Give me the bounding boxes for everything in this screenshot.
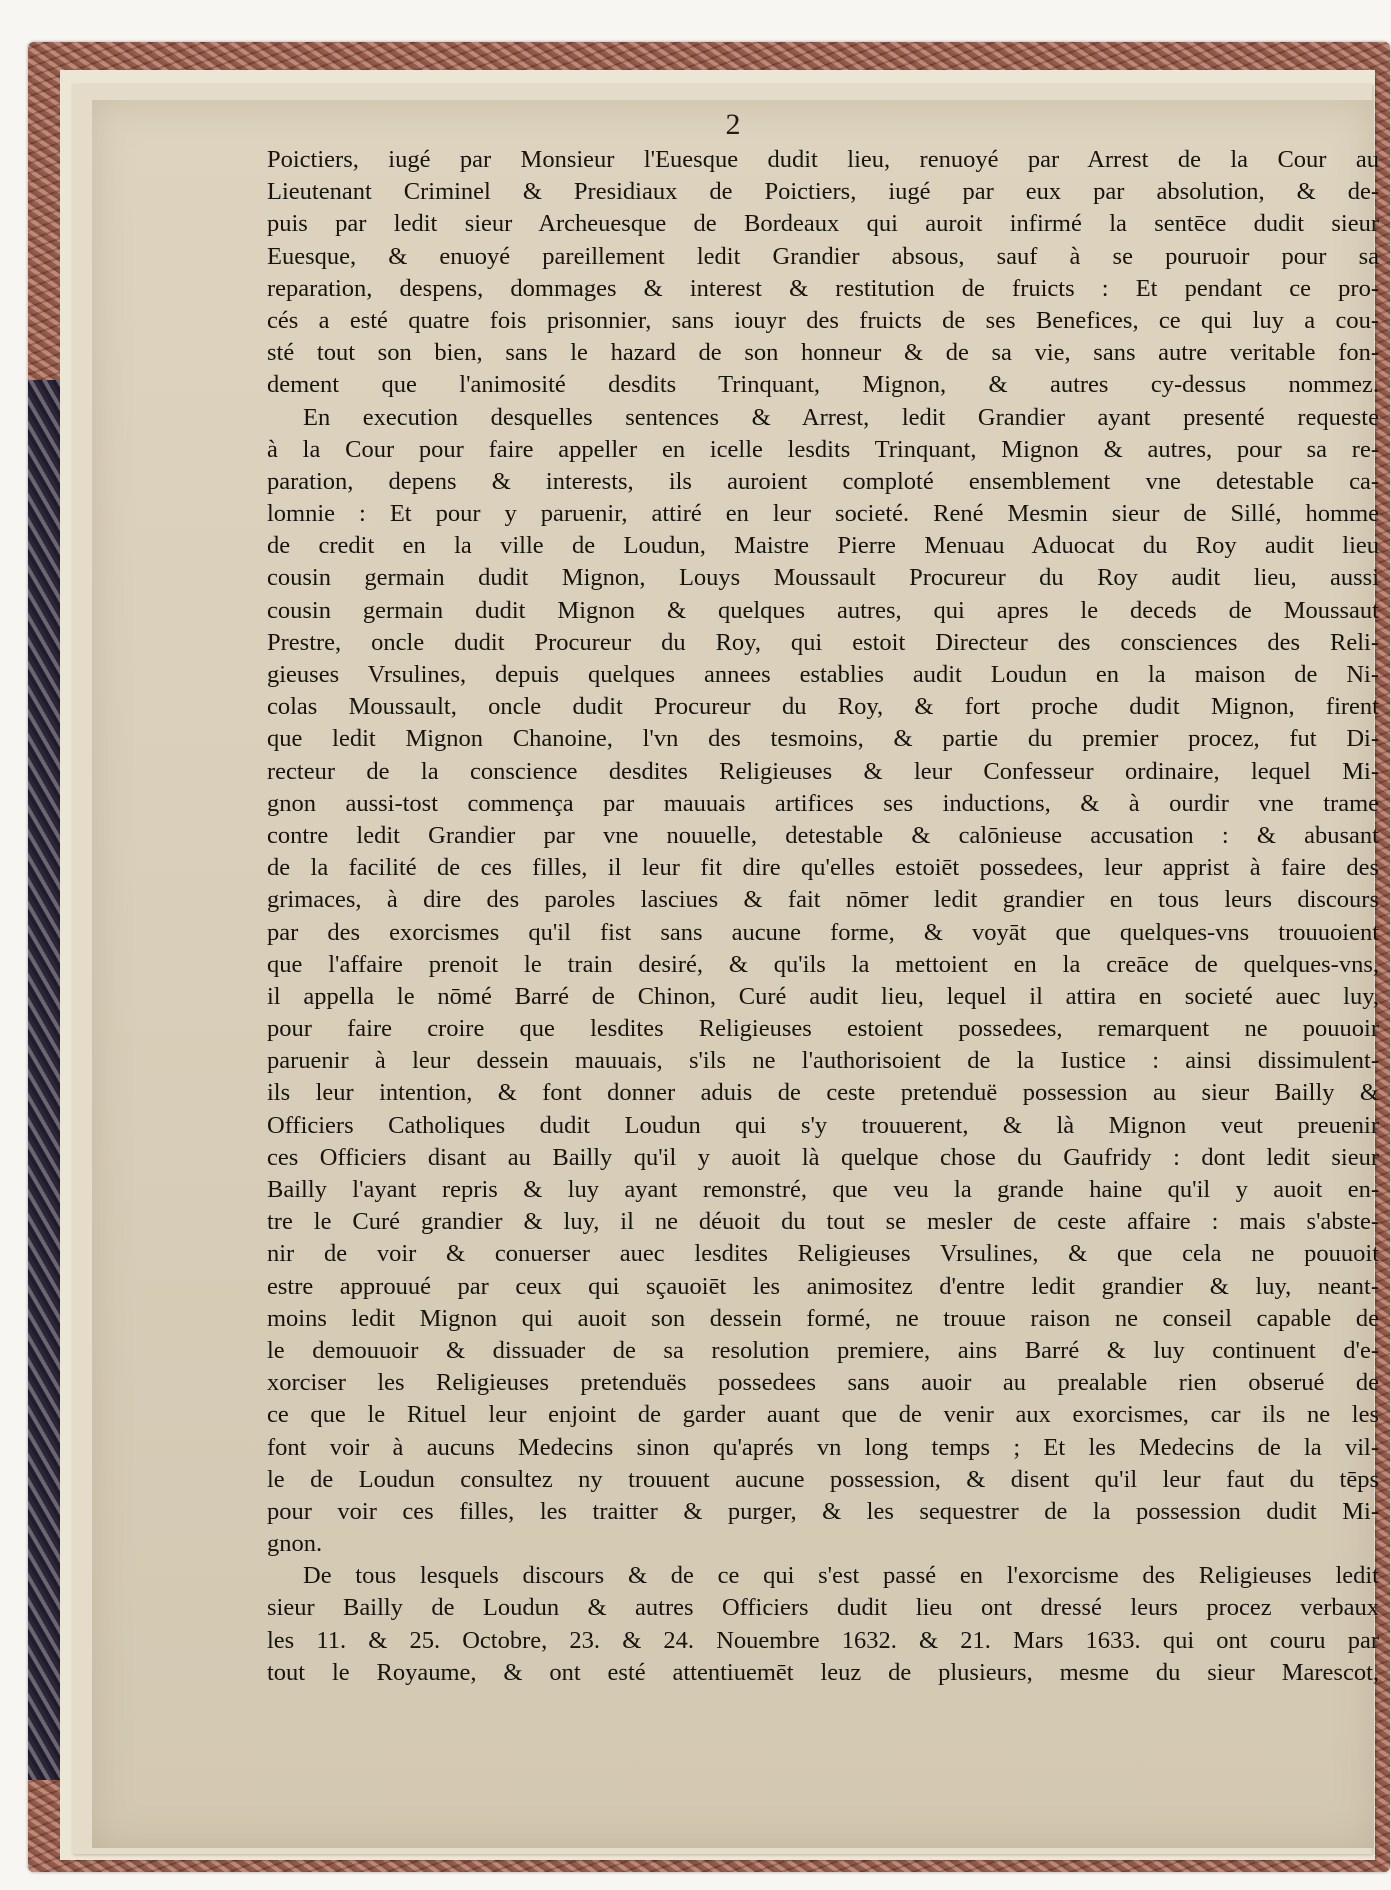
text-line: De tous lesquels discours & de ce qui s'est passé en l'exorcisme des Religieuses ledit [303, 1562, 1379, 1590]
text-line: Bailly l'ayant repris & luy ayant remonstré, que veu la grande haine qu'il y auoit en- [267, 1176, 1379, 1203]
text-line: par des exorcismes qu'il fist sans aucune forme, & voyāt que quelques-vns trouuoient [267, 918, 1379, 946]
text-line: puis par ledit sieur Archeuesque de Bordeaux qui auroit infirmé la sentēce dudit sieur [267, 210, 1379, 238]
text-line: paruenir à leur dessein mauuais, s'ils ne l'authorisoient de la Iustice : ainsi dissimulent- [267, 1047, 1379, 1075]
text-line: Officiers Catholiques dudit Loudun qui s'y trouuerent, & là Mignon veut preuenir [267, 1111, 1379, 1139]
text-line: cés a esté quatre fois prisonnier, sans iouyr des fruicts de ses Benefices, ce qui luy a cou- [267, 306, 1379, 334]
text-line: cousin germain dudit Mignon, Louys Moussault Procureur du Roy audit lieu, aussi [267, 564, 1379, 592]
text-line: que l'affaire prenoit le train desiré, & qu'ils la mettoient en la creāce de quelques-vns, [267, 950, 1379, 978]
text-line: reparation, despens, dommages & interest & restitution de fruicts : Et pendant ce pro- [267, 274, 1379, 302]
text-line: ils leur intention, & font donner aduis de ceste pretenduë possession au sieur Bailly & [267, 1079, 1379, 1107]
text-line: que ledit Mignon Chanoine, l'vn des tesmoins, & partie du premier procez, fut Di- [267, 725, 1379, 753]
text-line: Prestre, oncle dudit Procureur du Roy, qui estoit Directeur des consciences des Reli- [267, 628, 1379, 656]
text-line: ce que le Rituel leur enjoint de garder auant que de venir aux exorcismes, car ils ne les [267, 1401, 1379, 1429]
text-line: gnon. [267, 1530, 323, 1558]
text-line: le de Loudun consultez ny trouuent aucune possession, & disent qu'il leur faut du tēps [267, 1465, 1379, 1493]
text-line: gieuses Vrsulines, depuis quelques annees establies audit Loudun en la maison de Ni- [267, 661, 1379, 688]
printed-page [92, 100, 1379, 1848]
text-line: sieur Bailly de Loudun & autres Officiers dudit lieu ont dressé leurs procez verbaux [267, 1594, 1379, 1622]
body-text [267, 144, 1379, 1689]
text-line: sté tout son bien, sans le hazard de son honneur & de sa vie, sans autre veritable fon- [267, 339, 1379, 367]
text-line: Lieutenant Criminel & Presidiaux de Poictiers, iugé par eux par absolution, & de- [267, 178, 1379, 206]
text-line: pour voir ces filles, les traitter & purger, & les sequestrer de la possession dudit Mi- [267, 1497, 1379, 1525]
text-line: En execution desquelles sentences & Arrest, ledit Grandier ayant presenté requeste [303, 403, 1379, 431]
text-line: estre approuué par ceux qui sçauoiēt les animositez d'entre ledit grandier & luy, neant- [267, 1272, 1379, 1300]
text-line: xorciser les Religieuses pretenduës possedees sans auoir au prealable rien obserué de [267, 1369, 1379, 1397]
text-line: Euesque, & enuoyé pareillement ledit Grandier absous, sauf à se pouruoir pour sa [267, 242, 1379, 270]
text-line: il appella le nōmé Barré de Chinon, Curé audit lieu, lequel il attira en societé auec luy, [267, 982, 1379, 1010]
text-line: Poictiers, iugé par Monsieur l'Euesque dudit lieu, renuoyé par Arrest de la Cour au [267, 146, 1379, 173]
text-line: grimaces, à dire des paroles lasciues & fait nōmer ledit grandier en tous leurs discours [267, 886, 1379, 914]
text-line: tre le Curé grandier & luy, il ne déuoit du tout se mesler de ceste affaire : mais s'abste- [267, 1208, 1379, 1236]
text-line: moins ledit Mignon qui auoit son dessein formé, ne trouue raison ne conseil capable de [267, 1304, 1379, 1332]
text-line: nir de voir & conuerser auec lesdites Religieuses Vrsulines, & que cela ne pouuoit [267, 1240, 1379, 1268]
text-line: paration, depens & interests, ils auroient comploté ensemblement vne detestable ca- [267, 467, 1379, 495]
text-line: contre ledit Grandier par vne nouuelle, detestable & calōnieuse accusation : & abusant [267, 821, 1379, 849]
text-line: à la Cour pour faire appeller en icelle lesdits Trinquant, Mignon & autres, pour sa re- [267, 435, 1379, 463]
text-line: ces Officiers disant au Bailly qu'il y auoit là quelque chose du Gaufridy : dont ledit sieur [267, 1143, 1379, 1171]
text-line: de la facilité de ces filles, il leur fit dire qu'elles estoiēt possedees, leur apprist à faire des [267, 854, 1379, 882]
text-line: de credit en la ville de Loudun, Maistre Pierre Menuau Aduocat du Roy audit lieu [267, 532, 1379, 560]
text-line: colas Moussault, oncle dudit Procureur du Roy, & fort proche dudit Mignon, firent [267, 693, 1379, 721]
text-line: pour faire croire que lesdites Religieuses estoient possedees, remarquent ne pouuoir [267, 1015, 1379, 1043]
text-line: lomnie : Et pour y paruenir, attiré en leur societé. René Mesmin sieur de Sillé, homme [267, 500, 1379, 528]
text-line: font voir à aucuns Medecins sinon qu'aprés vn long temps ; Et les Medecins de la vil- [267, 1433, 1379, 1461]
text-line: recteur de la conscience desdites Religieuses & leur Confesseur ordinaire, lequel Mi- [267, 757, 1379, 785]
text-line: cousin germain dudit Mignon & quelques autres, qui apres le deceds de Moussaut [267, 596, 1379, 624]
text-line: gnon aussi-tost commença par mauuais artifices ses inductions, & à ourdir vne trame [267, 789, 1379, 817]
text-line: tout le Royaume, & ont esté attentiuemēt leuz de plusieurs, mesme du sieur Marescot, [267, 1658, 1379, 1686]
text-line: dement que l'animosité desdits Trinquant, Mignon, & autres cy-dessus nommez. [267, 371, 1379, 399]
page-number: 2 [725, 108, 741, 141]
text-line: les 11. & 25. Octobre, 23. & 24. Nouembre 1632. & 21. Mars 1633. qui ont couru par [267, 1626, 1379, 1654]
text-line: le demouuoir & dissuader de sa resolution premiere, ains Barré & luy continuent d'e- [267, 1336, 1379, 1364]
